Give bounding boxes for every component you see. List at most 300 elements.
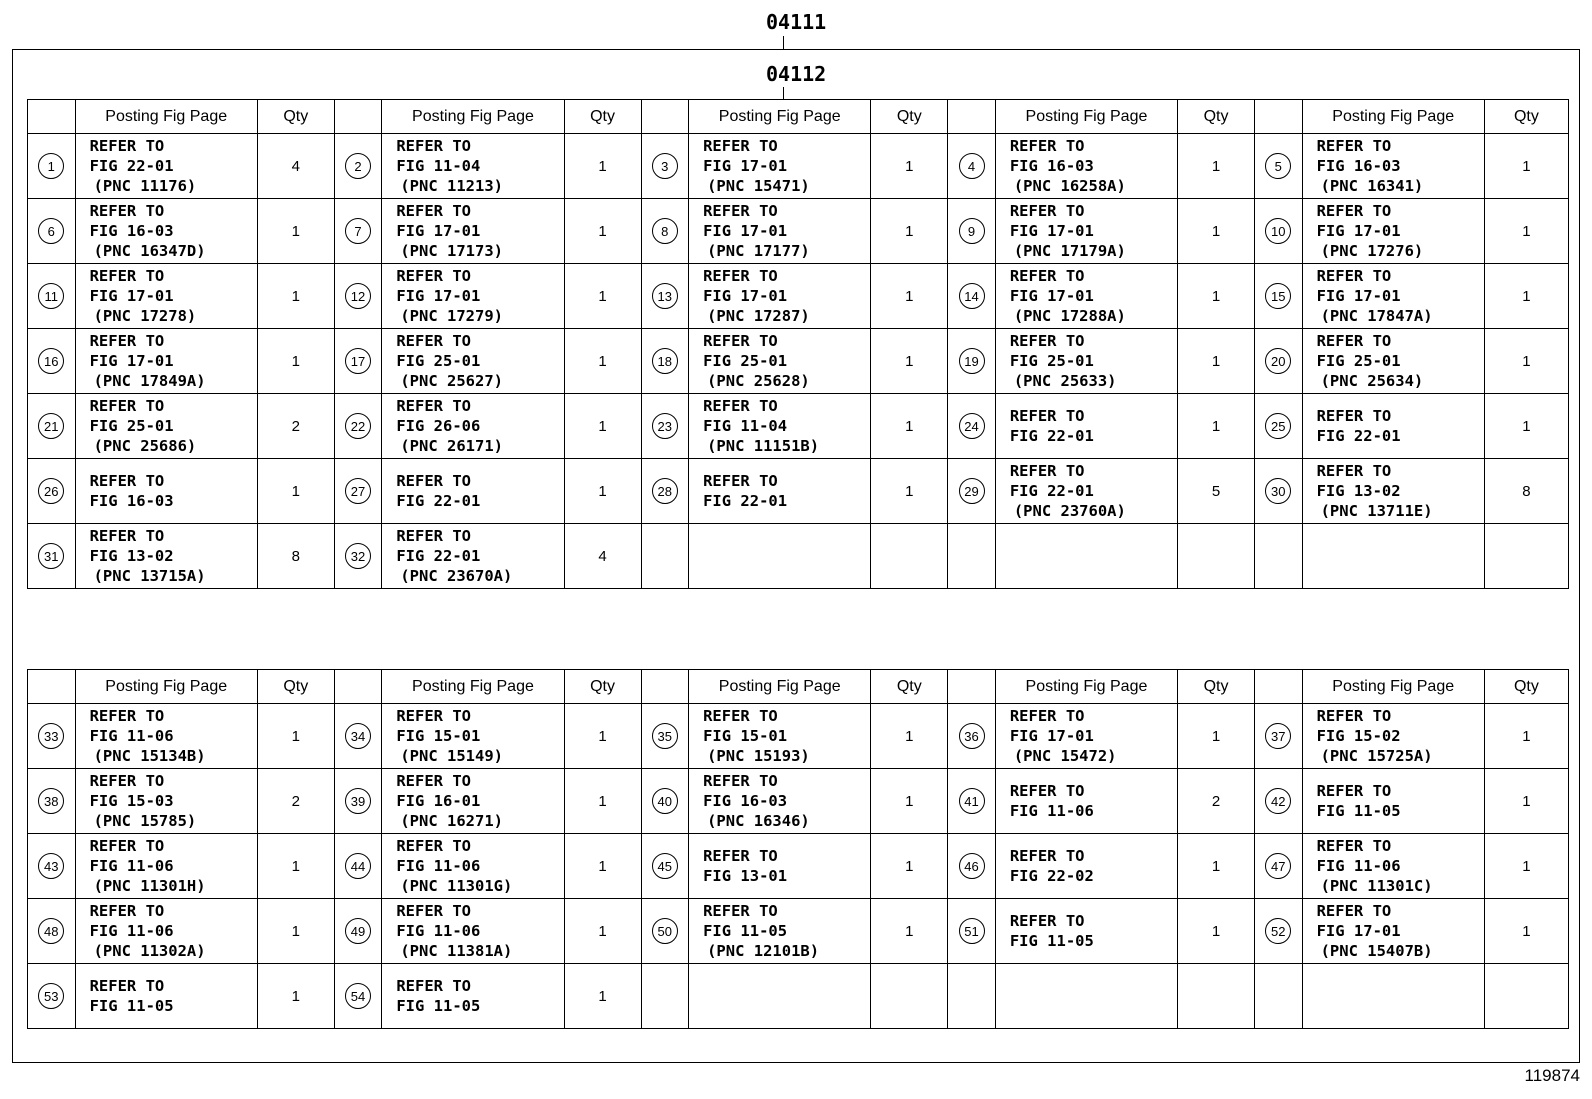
- refer-text: REFER TO: [89, 472, 165, 490]
- item-number-cell: [334, 329, 382, 394]
- fig-ref: FIG 17-01: [703, 222, 788, 240]
- header-index: [1255, 100, 1303, 134]
- qty-cell: 1: [257, 199, 334, 264]
- pnc-ref: (PNC 25633): [1013, 372, 1117, 390]
- fig-ref: FIG 11-06: [89, 857, 174, 875]
- qty-cell: [871, 524, 948, 589]
- item-number-badge: 47: [1265, 853, 1291, 879]
- fig-ref: FIG 22-01: [1009, 427, 1094, 445]
- header-posting-fig-page: Posting Fig Page: [1302, 100, 1484, 134]
- refer-text: REFER TO: [89, 902, 165, 920]
- fig-ref: FIG 17-01: [1009, 287, 1094, 305]
- reference-cell: [995, 459, 1177, 524]
- reference-cell: [75, 394, 257, 459]
- refer-text: REFER TO: [1009, 912, 1085, 930]
- refer-text: REFER TO: [1009, 707, 1085, 725]
- refer-text: REFER TO: [1316, 332, 1392, 350]
- header-posting-fig-page: Posting Fig Page: [1302, 670, 1484, 704]
- fig-ref: FIG 13-02: [1316, 482, 1401, 500]
- fig-ref: FIG 15-01: [703, 727, 788, 745]
- table-row: [28, 329, 1569, 394]
- item-number-cell: [1255, 704, 1303, 769]
- pnc-ref: (PNC 11301H): [93, 877, 206, 895]
- fig-ref: FIG 17-01: [396, 222, 481, 240]
- refer-text: REFER TO: [703, 202, 778, 220]
- qty-cell: 1: [564, 134, 641, 199]
- header-qty: Qty: [1178, 670, 1255, 704]
- refer-text: REFER TO: [1316, 782, 1392, 800]
- reference-cell: [689, 329, 871, 394]
- item-number-cell: [1255, 834, 1303, 899]
- pnc-ref: (PNC 16258A): [1013, 177, 1126, 195]
- pnc-ref: (PNC 17278): [93, 307, 197, 325]
- qty-cell: 4: [564, 524, 641, 589]
- item-number-cell: [1255, 459, 1303, 524]
- reference-cell: [995, 899, 1177, 964]
- refer-text: REFER TO: [396, 772, 471, 790]
- refer-text: REFER TO: [89, 707, 165, 725]
- qty-cell: 1: [1484, 394, 1568, 459]
- qty-cell: 1: [1178, 899, 1255, 964]
- item-number-cell: [334, 394, 382, 459]
- pnc-ref: (PNC 26171): [400, 437, 503, 455]
- qty-cell: 1: [257, 899, 334, 964]
- fig-ref: FIG 17-01: [703, 157, 788, 175]
- fig-ref: FIG 11-05: [1316, 802, 1401, 820]
- header-row: [28, 670, 1569, 704]
- item-number-badge: 8: [652, 218, 678, 244]
- item-number-badge: 28: [652, 478, 678, 504]
- qty-cell: 1: [564, 199, 641, 264]
- header-index: [641, 670, 689, 704]
- refer-text: REFER TO: [89, 527, 165, 545]
- table-row: [28, 394, 1569, 459]
- refer-text: REFER TO: [89, 202, 165, 220]
- item-number-cell: [1255, 264, 1303, 329]
- reference-cell: [1302, 769, 1484, 834]
- item-number-badge: 36: [959, 723, 985, 749]
- item-number-cell: [28, 459, 76, 524]
- refer-text: REFER TO: [1316, 462, 1392, 480]
- pnc-ref: (PNC 15472): [1013, 747, 1117, 765]
- fig-ref: FIG 11-06: [1316, 857, 1401, 875]
- item-number-badge: 9: [959, 218, 985, 244]
- item-number-badge: 40: [652, 788, 678, 814]
- qty-cell: [1484, 964, 1568, 1029]
- item-number-cell: [334, 704, 382, 769]
- fig-ref: FIG 16-03: [89, 222, 174, 240]
- reference-cell: [382, 834, 564, 899]
- reference-cell: [382, 199, 564, 264]
- reference-cell: [382, 329, 564, 394]
- item-number-badge: 5: [1265, 153, 1291, 179]
- fig-ref: FIG 22-01: [1316, 427, 1401, 445]
- item-number-badge: 39: [345, 788, 371, 814]
- refer-text: REFER TO: [703, 137, 778, 155]
- header-qty: Qty: [871, 100, 948, 134]
- fig-ref: FIG 15-01: [396, 727, 481, 745]
- fig-ref: FIG 17-01: [703, 287, 788, 305]
- qty-cell: [1178, 964, 1255, 1029]
- item-number-cell: [1255, 134, 1303, 199]
- reference-cell: [75, 964, 257, 1029]
- item-number-cell: [334, 134, 382, 199]
- refer-text: REFER TO: [703, 397, 778, 415]
- item-number-cell: [641, 264, 689, 329]
- pnc-ref: (PNC 17847A): [1320, 307, 1433, 325]
- pnc-ref: (PNC 15193): [707, 747, 810, 765]
- fig-ref: FIG 11-06: [89, 922, 174, 940]
- qty-cell: 1: [564, 704, 641, 769]
- fig-ref: FIG 25-01: [1009, 352, 1094, 370]
- reference-cell: [75, 899, 257, 964]
- table-row: [28, 524, 1569, 589]
- fig-ref: FIG 25-01: [703, 352, 788, 370]
- pnc-ref: (PNC 17279): [400, 307, 503, 325]
- pnc-ref: (PNC 16341): [1320, 177, 1424, 195]
- qty-cell: 1: [564, 964, 641, 1029]
- item-number-cell: [28, 524, 76, 589]
- qty-cell: 1: [1484, 704, 1568, 769]
- reference-cell: [689, 264, 871, 329]
- reference-cell: [75, 769, 257, 834]
- reference-cell: [1302, 329, 1484, 394]
- item-number-badge: 15: [1265, 283, 1291, 309]
- subassembly-code: 04112: [766, 62, 827, 86]
- refer-text: REFER TO: [703, 332, 778, 350]
- item-number-badge: 16: [38, 348, 64, 374]
- refer-text: REFER TO: [1009, 137, 1085, 155]
- item-number-cell: [28, 264, 76, 329]
- item-number-badge: 46: [959, 853, 985, 879]
- refer-text: REFER TO: [703, 267, 778, 285]
- qty-cell: 2: [257, 394, 334, 459]
- table-row: [28, 704, 1569, 769]
- qty-cell: 1: [871, 329, 948, 394]
- qty-cell: 1: [871, 459, 948, 524]
- item-number-badge: 30: [1265, 478, 1291, 504]
- item-number-badge: 21: [38, 413, 64, 439]
- item-number-cell: [948, 524, 996, 589]
- item-number-cell: [948, 134, 996, 199]
- item-number-cell: [28, 704, 76, 769]
- refer-text: REFER TO: [396, 472, 471, 490]
- pnc-ref: (PNC 17288A): [1013, 307, 1126, 325]
- item-number-badge: 23: [652, 413, 678, 439]
- pnc-ref: (PNC 11302A): [93, 942, 206, 960]
- qty-cell: 1: [564, 769, 641, 834]
- fig-ref: FIG 22-01: [1009, 482, 1094, 500]
- fig-ref: FIG 16-03: [1009, 157, 1094, 175]
- pnc-ref: (PNC 13715A): [93, 567, 206, 585]
- qty-cell: 1: [871, 899, 948, 964]
- item-number-cell: [334, 524, 382, 589]
- qty-cell: 1: [564, 394, 641, 459]
- item-number-cell: [334, 899, 382, 964]
- item-number-badge: 51: [959, 918, 985, 944]
- reference-cell: [1302, 834, 1484, 899]
- header-index: [28, 100, 76, 134]
- fig-ref: FIG 13-02: [89, 547, 174, 565]
- qty-cell: 1: [1484, 899, 1568, 964]
- reference-cell: [382, 964, 564, 1029]
- table-row: [28, 459, 1569, 524]
- reference-cell: [382, 394, 564, 459]
- qty-cell: 1: [871, 199, 948, 264]
- qty-cell: 1: [1178, 394, 1255, 459]
- item-number-cell: [948, 899, 996, 964]
- refer-text: REFER TO: [1009, 267, 1085, 285]
- qty-cell: 1: [1178, 329, 1255, 394]
- refer-text: REFER TO: [1316, 837, 1392, 855]
- parts-table-1: [27, 99, 1569, 589]
- refer-text: REFER TO: [1316, 707, 1392, 725]
- item-number-cell: [641, 134, 689, 199]
- document-id: 119874: [1524, 1066, 1580, 1085]
- header-qty: Qty: [1484, 670, 1568, 704]
- fig-ref: FIG 15-03: [89, 792, 174, 810]
- refer-text: REFER TO: [1009, 462, 1085, 480]
- refer-text: REFER TO: [89, 397, 165, 415]
- pnc-ref: (PNC 16346): [707, 812, 810, 830]
- reference-cell: [1302, 199, 1484, 264]
- header-qty: Qty: [871, 670, 948, 704]
- pnc-ref: (PNC 15785): [93, 812, 197, 830]
- item-number-badge: 38: [38, 788, 64, 814]
- item-number-cell: [28, 134, 76, 199]
- reference-cell: [995, 199, 1177, 264]
- item-number-badge: 33: [38, 723, 64, 749]
- reference-cell: [995, 394, 1177, 459]
- pnc-ref: (PNC 15134B): [93, 747, 206, 765]
- item-number-cell: [948, 264, 996, 329]
- refer-text: REFER TO: [703, 902, 778, 920]
- item-number-badge: 32: [345, 543, 371, 569]
- item-number-badge: 41: [959, 788, 985, 814]
- reference-cell: [1302, 524, 1484, 589]
- reference-cell: [995, 769, 1177, 834]
- reference-cell: [75, 704, 257, 769]
- pnc-ref: (PNC 11176): [93, 177, 197, 195]
- table-row: [28, 834, 1569, 899]
- item-number-cell: [1255, 199, 1303, 264]
- qty-cell: 1: [257, 704, 334, 769]
- fig-ref: FIG 17-01: [1009, 727, 1094, 745]
- item-number-cell: [28, 769, 76, 834]
- header-posting-fig-page: Posting Fig Page: [689, 100, 871, 134]
- qty-cell: 1: [564, 834, 641, 899]
- qty-cell: 1: [257, 964, 334, 1029]
- reference-cell: [995, 524, 1177, 589]
- reference-cell: [1302, 899, 1484, 964]
- item-number-cell: [28, 394, 76, 459]
- header-index: [334, 670, 382, 704]
- reference-cell: [689, 134, 871, 199]
- pnc-ref: (PNC 17179A): [1013, 242, 1126, 260]
- table-row: [28, 134, 1569, 199]
- pnc-ref: (PNC 25634): [1320, 372, 1424, 390]
- reference-cell: [75, 834, 257, 899]
- item-number-cell: [948, 834, 996, 899]
- header-qty: Qty: [1178, 100, 1255, 134]
- item-number-badge: 42: [1265, 788, 1291, 814]
- table-row: [28, 964, 1569, 1029]
- item-number-badge: 10: [1265, 218, 1291, 244]
- item-number-badge: 18: [652, 348, 678, 374]
- pnc-ref: (PNC 11381A): [400, 942, 513, 960]
- item-number-badge: 37: [1265, 723, 1291, 749]
- fig-ref: FIG 11-06: [396, 857, 481, 875]
- fig-ref: FIG 11-04: [396, 157, 481, 175]
- reference-cell: [75, 264, 257, 329]
- fig-ref: FIG 17-01: [1316, 922, 1401, 940]
- item-number-cell: [28, 199, 76, 264]
- item-number-badge: 48: [38, 918, 64, 944]
- qty-cell: 1: [564, 899, 641, 964]
- header-posting-fig-page: Posting Fig Page: [382, 670, 564, 704]
- qty-cell: [1178, 524, 1255, 589]
- header-index: [1255, 670, 1303, 704]
- qty-cell: 1: [1484, 329, 1568, 394]
- reference-cell: [689, 459, 871, 524]
- item-number-badge: 19: [959, 348, 985, 374]
- qty-cell: 1: [1484, 769, 1568, 834]
- leader-line: [783, 36, 784, 49]
- reference-cell: [1302, 964, 1484, 1029]
- fig-ref: FIG 16-03: [1316, 157, 1401, 175]
- fig-ref: FIG 22-01: [396, 547, 481, 565]
- refer-text: REFER TO: [396, 202, 471, 220]
- qty-cell: 1: [564, 329, 641, 394]
- header-qty: Qty: [564, 670, 641, 704]
- leader-line: [783, 87, 784, 99]
- pnc-ref: (PNC 15471): [707, 177, 810, 195]
- header-index: [28, 670, 76, 704]
- refer-text: REFER TO: [1316, 902, 1392, 920]
- pnc-ref: (PNC 12101B): [707, 942, 820, 960]
- header-posting-fig-page: Posting Fig Page: [995, 670, 1177, 704]
- header-qty: Qty: [564, 100, 641, 134]
- pnc-ref: (PNC 23670A): [400, 567, 513, 585]
- item-number-badge: 6: [38, 218, 64, 244]
- pnc-ref: (PNC 17177): [707, 242, 810, 260]
- reference-cell: [995, 964, 1177, 1029]
- fig-ref: FIG 26-06: [396, 417, 481, 435]
- item-number-badge: 27: [345, 478, 371, 504]
- reference-cell: [995, 704, 1177, 769]
- refer-text: REFER TO: [396, 137, 471, 155]
- fig-ref: FIG 17-01: [1316, 287, 1401, 305]
- refer-text: REFER TO: [89, 267, 165, 285]
- fig-ref: FIG 16-01: [396, 792, 481, 810]
- fig-ref: FIG 11-06: [1009, 802, 1094, 820]
- pnc-ref: (PNC 23760A): [1013, 502, 1126, 520]
- item-number-cell: [641, 899, 689, 964]
- item-number-cell: [948, 769, 996, 834]
- refer-text: REFER TO: [1009, 332, 1085, 350]
- item-number-badge: 24: [959, 413, 985, 439]
- fig-ref: FIG 16-03: [703, 792, 788, 810]
- refer-text: REFER TO: [396, 837, 471, 855]
- qty-cell: 1: [871, 394, 948, 459]
- reference-cell: [75, 524, 257, 589]
- item-number-cell: [334, 964, 382, 1029]
- pnc-ref: (PNC 17276): [1320, 242, 1424, 260]
- item-number-cell: [948, 459, 996, 524]
- header-row: [28, 100, 1569, 134]
- item-number-badge: 1: [38, 153, 64, 179]
- fig-ref: FIG 25-01: [1316, 352, 1401, 370]
- reference-cell: [689, 199, 871, 264]
- reference-cell: [689, 394, 871, 459]
- fig-ref: FIG 25-01: [396, 352, 481, 370]
- fig-ref: FIG 25-01: [89, 417, 174, 435]
- item-number-cell: [641, 329, 689, 394]
- reference-cell: [689, 834, 871, 899]
- fig-ref: FIG 17-01: [89, 287, 174, 305]
- refer-text: REFER TO: [396, 397, 471, 415]
- item-number-badge: 34: [345, 723, 371, 749]
- item-number-cell: [28, 964, 76, 1029]
- qty-cell: 1: [1484, 834, 1568, 899]
- item-number-cell: [28, 834, 76, 899]
- header-qty: Qty: [257, 100, 334, 134]
- item-number-cell: [641, 394, 689, 459]
- header-qty: Qty: [1484, 100, 1568, 134]
- header-index: [334, 100, 382, 134]
- qty-cell: 1: [564, 459, 641, 524]
- header-posting-fig-page: Posting Fig Page: [689, 670, 871, 704]
- reference-cell: [995, 329, 1177, 394]
- item-number-badge: 25: [1265, 413, 1291, 439]
- reference-cell: [995, 834, 1177, 899]
- item-number-badge: 53: [38, 983, 64, 1009]
- reference-cell: [382, 264, 564, 329]
- qty-cell: 1: [871, 834, 948, 899]
- header-posting-fig-page: Posting Fig Page: [382, 100, 564, 134]
- reference-cell: [995, 264, 1177, 329]
- header-posting-fig-page: Posting Fig Page: [75, 100, 257, 134]
- item-number-cell: [1255, 964, 1303, 1029]
- pnc-ref: (PNC 11213): [400, 177, 503, 195]
- reference-cell: [689, 899, 871, 964]
- fig-ref: FIG 11-05: [396, 997, 481, 1015]
- item-number-cell: [948, 329, 996, 394]
- item-number-badge: 45: [652, 853, 678, 879]
- item-number-cell: [641, 769, 689, 834]
- item-number-cell: [948, 394, 996, 459]
- qty-cell: 1: [1178, 134, 1255, 199]
- refer-text: REFER TO: [89, 332, 165, 350]
- fig-ref: FIG 11-06: [396, 922, 481, 940]
- pnc-ref: (PNC 11301C): [1320, 877, 1433, 895]
- item-number-badge: 44: [345, 853, 371, 879]
- reference-cell: [382, 134, 564, 199]
- qty-cell: 1: [1484, 134, 1568, 199]
- item-number-badge: 13: [652, 283, 678, 309]
- refer-text: REFER TO: [1316, 407, 1392, 425]
- item-number-cell: [641, 704, 689, 769]
- fig-ref: FIG 17-01: [1009, 222, 1094, 240]
- header-qty: Qty: [257, 670, 334, 704]
- reference-cell: [75, 134, 257, 199]
- qty-cell: 1: [564, 264, 641, 329]
- qty-cell: 1: [871, 264, 948, 329]
- pnc-ref: (PNC 25686): [93, 437, 197, 455]
- qty-cell: 8: [257, 524, 334, 589]
- reference-cell: [75, 459, 257, 524]
- pnc-ref: (PNC 11301G): [400, 877, 513, 895]
